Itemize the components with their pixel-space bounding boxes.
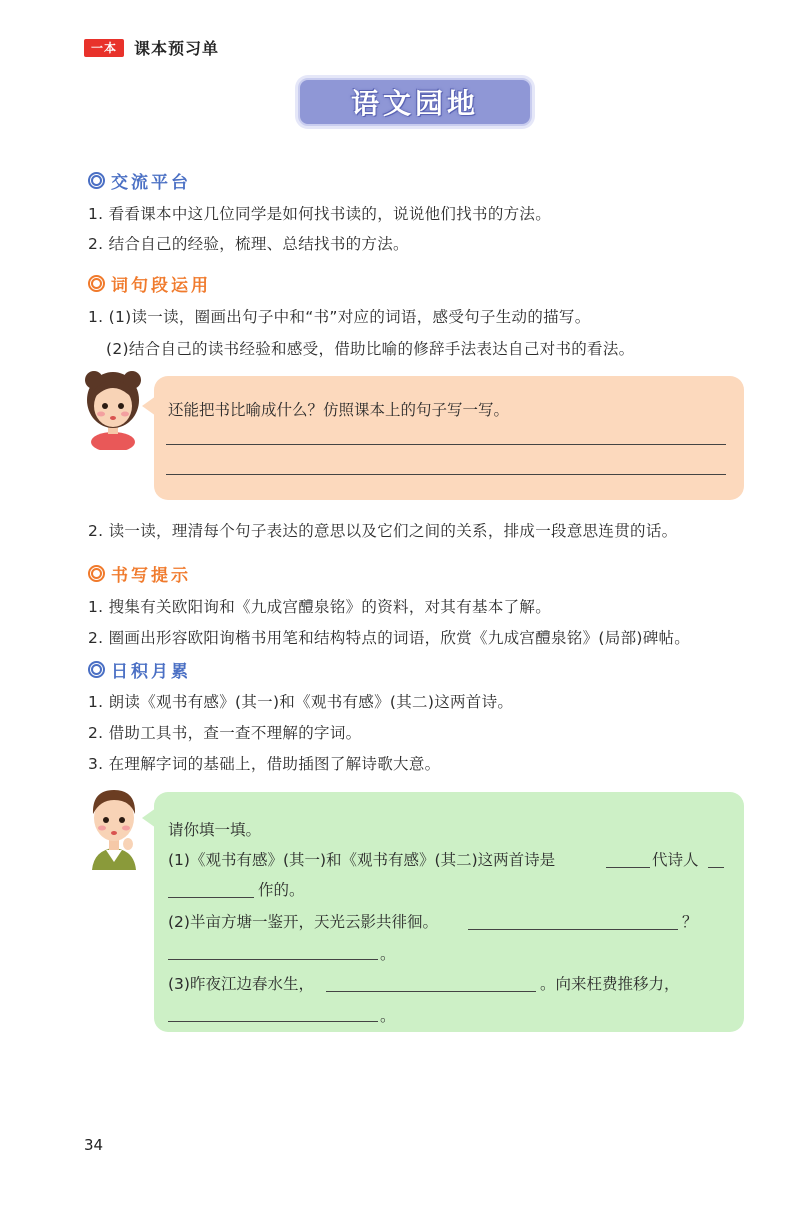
- daily-line-2: 2. 借助工具书，查一查不理解的字词。: [88, 724, 362, 742]
- answer-line-2[interactable]: [166, 474, 726, 475]
- section-title-writing: 书写提示: [88, 561, 191, 586]
- writing-line-2: 2. 圈画出形容欧阳询楷书用笔和结构特点的词语，欣赏《九成宫醴泉铭》(局部)碑帖。: [88, 629, 691, 647]
- blank-q2-2[interactable]: [168, 959, 378, 960]
- q3-text-a: (3)昨夜江边春水生，: [168, 975, 314, 993]
- circle-bullet-icon: [88, 661, 105, 678]
- fill-in-intro: 请你填一填。: [168, 821, 262, 839]
- blank-q3-1[interactable]: [326, 991, 536, 992]
- callout-prompt: 还能把书比喻成什么？仿照课本上的句子写一写。: [168, 401, 510, 419]
- q1-text-c: 作的。: [258, 881, 305, 899]
- blank-poet[interactable]: [168, 897, 254, 898]
- exchange-line-1: 1. 看看课本中这几位同学是如何找书读的，说说他们找书的方法。: [88, 205, 552, 223]
- section-title-exchange: 交流平台: [88, 168, 191, 193]
- answer-line-1[interactable]: [166, 444, 726, 445]
- circle-bullet-icon: [88, 565, 105, 582]
- orange-callout-box: [154, 376, 744, 500]
- boy-avatar: [84, 782, 144, 870]
- section-title-daily: 日积月累: [88, 657, 191, 682]
- usage-line-3: 2. 读一读，理清每个句子表达的意思以及它们之间的关系，排成一段意思连贯的话。: [88, 522, 678, 540]
- green-callout-box: [154, 792, 744, 1032]
- page-title: 语文园地: [350, 87, 479, 120]
- title-banner: [298, 78, 532, 126]
- page-header: [84, 36, 219, 59]
- q1-text-b: 代诗人: [652, 851, 699, 869]
- header-title: 课本预习单: [134, 39, 220, 58]
- girl-avatar: [82, 364, 144, 450]
- circle-bullet-icon: [88, 275, 105, 292]
- q2-text-a: (2)半亩方塘一鉴开，天光云影共徘徊。: [168, 913, 438, 931]
- blank-q2-1[interactable]: [468, 929, 678, 930]
- q2-text-b: ？: [682, 913, 698, 931]
- usage-line-2: (2)结合自己的读书经验和感受，借助比喻的修辞手法表达自己对书的看法。: [106, 340, 635, 358]
- circle-bullet-icon: [88, 172, 105, 189]
- writing-line-1: 1. 搜集有关欧阳询和《九成宫醴泉铭》的资料，对其有基本了解。: [88, 598, 552, 616]
- exchange-line-2: 2. 结合自己的经验，梳理、总结找书的方法。: [88, 235, 409, 253]
- usage-line-1: 1. (1)读一读，圈画出句子中和“书”对应的词语，感受句子生动的描写。: [88, 308, 591, 326]
- daily-line-1: 1. 朗读《观书有感》(其一)和《观书有感》(其二)这两首诗。: [88, 693, 514, 711]
- blank-q3-2[interactable]: [168, 1021, 378, 1022]
- page-number: 34: [84, 1136, 104, 1154]
- q3-text-c: 。: [380, 1007, 396, 1025]
- brand-badge: 一本: [84, 39, 124, 57]
- section-title-usage: 词句段运用: [88, 271, 211, 296]
- blank-dynasty[interactable]: [606, 867, 650, 868]
- q2-text-c: 。: [380, 945, 396, 963]
- q1-text-a: (1)《观书有感》(其一)和《观书有感》(其二)这两首诗是: [168, 851, 556, 869]
- q3-text-b: 。向来枉费推移力，: [540, 975, 680, 993]
- daily-line-3: 3. 在理解字词的基础上，借助插图了解诗歌大意。: [88, 755, 441, 773]
- blank-poet-start[interactable]: [708, 867, 724, 868]
